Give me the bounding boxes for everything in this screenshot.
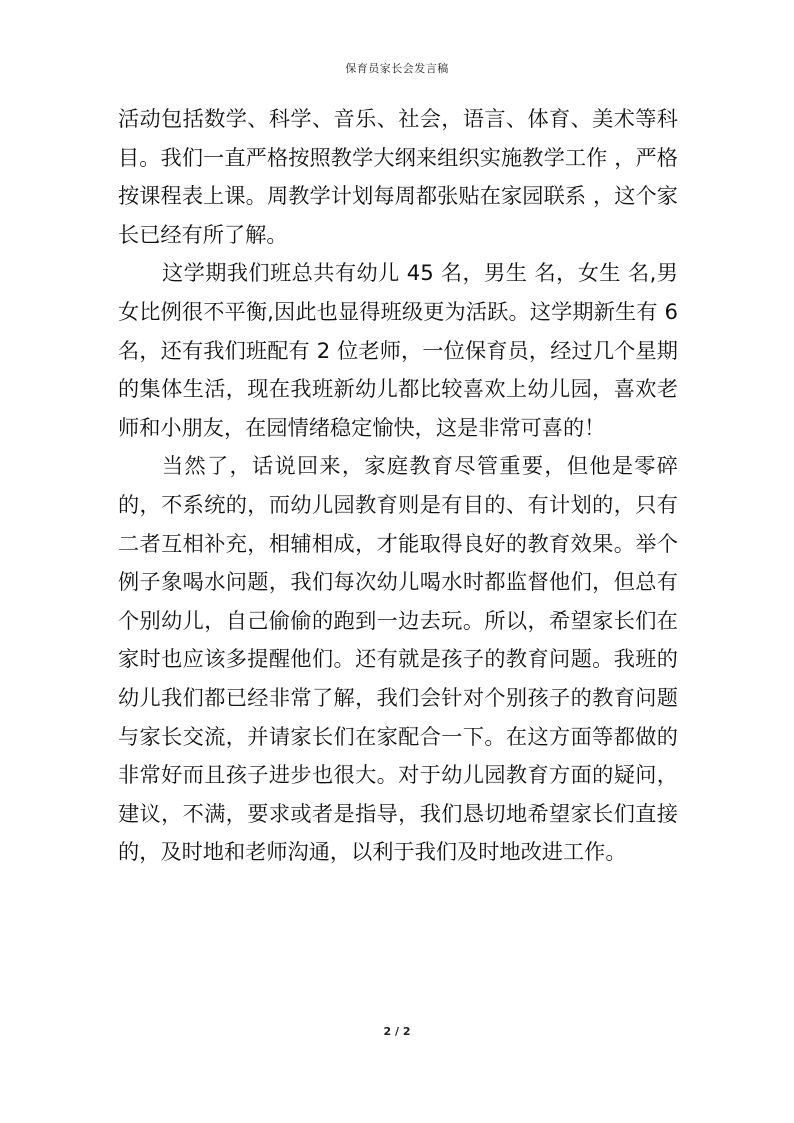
page-header-title: 保育员家长会发言稿 <box>345 62 449 75</box>
page-number: 2 / 2 <box>383 1025 411 1038</box>
paragraph-2: 这学期我们班总共有幼儿 45 名，男生 名，女生 名,男女比例很不平衡,因此也显得班级更为活跃。这学期新生有 6 名，还有我们班配有 2 位老师，一位保育员，经过几个星期的集体生活，现在我班新幼儿都比较喜欢上幼儿园，喜欢老师和小朋友，在园情绪稳定愉快，这是非常可喜的！ <box>118 260 678 440</box>
paragraph-3: 当然了，话说回来，家庭教育尽管重要，但他是零碎的，不系统的，而幼儿园教育则是有目的、有计划的，只有二者互相补充，相辅相成，才能取得良好的教育效果。举个例子象喝水问题，我们每次幼儿喝水时都监督他们，但总有个别幼儿，自己偷偷的跑到一边去玩。所以，希望家长们在家时也应该多提醒他们。还有就是孩子的教育问题。我班的幼儿我们都已经非常了解，我们会针对个别孩子的教育问题与家长交流，并请家长们在家配合一下。在这方面等都做的非常好而且孩子进步也很大。对于幼儿园教育方面的疑问，建议，不满，要求或者是指导，我们恳切地希望家长们直接的，及时地和老师沟通，以利于我们及时地改进工作。 <box>118 453 678 865</box>
document-body <box>118 100 678 872</box>
paragraph-1: 活动包括数学、科学、音乐、社会，语言、体育、美术等科目。我们一直严格按照教学大纲来组织实施教学工作 ，严格按课程表上课。周教学计划每周都张贴在家园联系 ，这个家长已经有所了解。 <box>118 106 678 247</box>
